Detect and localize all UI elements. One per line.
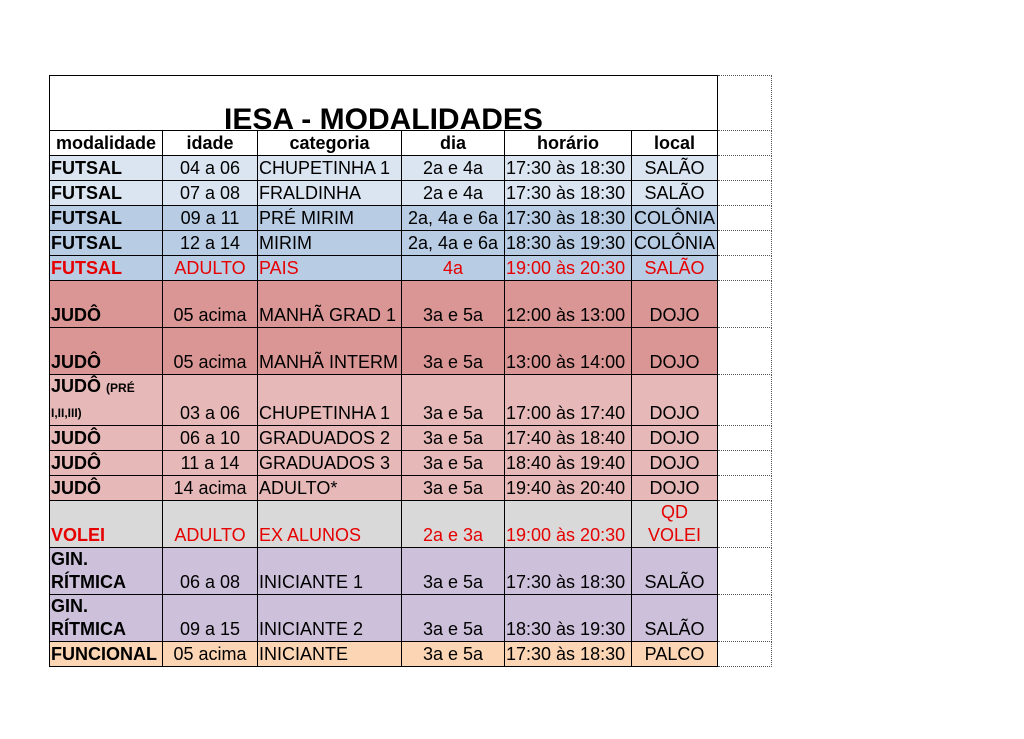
cell-categoria: INICIANTE 1 [258, 548, 402, 595]
cell-idade: 11 a 14 [163, 451, 258, 476]
cell-local: COLÔNIA [632, 206, 718, 231]
cell-modalidade: JUDÔ [50, 451, 163, 476]
empty-cell [718, 328, 772, 375]
cell-local: DOJO [632, 451, 718, 476]
empty-cell [718, 451, 772, 476]
empty-cell [718, 476, 772, 501]
cell-modalidade: FUTSAL [50, 256, 163, 281]
cell-modalidade: FUTSAL [50, 156, 163, 181]
cell-horario: 18:30 às 19:30 [505, 595, 632, 642]
table-row [50, 476, 772, 501]
cell-local: SALÃO [632, 156, 718, 181]
table-row [50, 501, 772, 548]
cell-horario: 18:30 às 19:30 [505, 231, 632, 256]
cell-modalidade: GIN. RÍTMICA [50, 548, 163, 595]
table-row [50, 328, 772, 375]
cell-idade: ADULTO [163, 501, 258, 548]
empty-cell [718, 76, 772, 131]
cell-horario: 17:40 às 18:40 [505, 426, 632, 451]
cell-dia: 3a e 5a [402, 375, 505, 426]
page-title: IESA - MODALIDADES [50, 76, 718, 131]
cell-modalidade [50, 375, 163, 426]
cell-idade: 12 a 14 [163, 231, 258, 256]
cell-categoria: EX ALUNOS [258, 501, 402, 548]
empty-cell [718, 548, 772, 595]
cell-categoria: MIRIM [258, 231, 402, 256]
cell-dia: 2a e 3a [402, 501, 505, 548]
table-row [50, 451, 772, 476]
table-row [50, 595, 772, 642]
cell-modalidade: FUTSAL [50, 231, 163, 256]
empty-cell [718, 281, 772, 328]
cell-modalidade: JUDÔ [50, 281, 163, 328]
cell-idade: 05 acima [163, 328, 258, 375]
empty-cell [718, 256, 772, 281]
cell-local: SALÃO [632, 181, 718, 206]
cell-idade: 05 acima [163, 642, 258, 667]
cell-horario: 17:00 às 17:40 [505, 375, 632, 426]
cell-categoria: ADULTO* [258, 476, 402, 501]
cell-dia: 2a e 4a [402, 156, 505, 181]
cell-idade: 14 acima [163, 476, 258, 501]
cell-dia: 3a e 5a [402, 281, 505, 328]
empty-cell [718, 156, 772, 181]
cell-modalidade: GIN. RÍTMICA [50, 595, 163, 642]
empty-cell [718, 231, 772, 256]
cell-local: SALÃO [632, 256, 718, 281]
cell-dia: 3a e 5a [402, 451, 505, 476]
cell-modalidade: FUNCIONAL [50, 642, 163, 667]
cell-dia: 2a, 4a e 6a [402, 231, 505, 256]
cell-idade: 05 acima [163, 281, 258, 328]
header-horario: horário [505, 131, 632, 156]
empty-cell [718, 595, 772, 642]
table-row [50, 642, 772, 667]
cell-horario: 19:00 às 20:30 [505, 501, 632, 548]
cell-categoria: CHUPETINHA 1 [258, 375, 402, 426]
cell-local: DOJO [632, 375, 718, 426]
cell-categoria: FRALDINHA [258, 181, 402, 206]
header-categoria: categoria [258, 131, 402, 156]
header-local: local [632, 131, 718, 156]
cell-idade: 06 a 08 [163, 548, 258, 595]
cell-dia: 3a e 5a [402, 595, 505, 642]
cell-categoria: MANHÃ INTERM [258, 328, 402, 375]
cell-horario: 13:00 às 14:00 [505, 328, 632, 375]
cell-local: DOJO [632, 281, 718, 328]
cell-local: COLÔNIA [632, 231, 718, 256]
cell-categoria: PAIS [258, 256, 402, 281]
empty-cell [718, 131, 772, 156]
cell-dia: 3a e 5a [402, 548, 505, 595]
cell-categoria: PRÉ MIRIM [258, 206, 402, 231]
cell-categoria: INICIANTE 2 [258, 595, 402, 642]
schedule-table [49, 75, 772, 667]
modalidade-note: (PRÉ I,II,III) [51, 381, 135, 420]
cell-local: DOJO [632, 328, 718, 375]
cell-modalidade: JUDÔ [50, 328, 163, 375]
cell-local: PALCO [632, 642, 718, 667]
cell-local: DOJO [632, 476, 718, 501]
cell-categoria: GRADUADOS 2 [258, 426, 402, 451]
cell-idade: 09 a 11 [163, 206, 258, 231]
header-dia: dia [402, 131, 505, 156]
empty-cell [718, 501, 772, 548]
cell-modalidade: FUTSAL [50, 206, 163, 231]
cell-horario: 18:40 às 19:40 [505, 451, 632, 476]
cell-categoria: INICIANTE [258, 642, 402, 667]
table-row [50, 231, 772, 256]
table-row [50, 156, 772, 181]
cell-modalidade: JUDÔ [50, 476, 163, 501]
header-idade: idade [163, 131, 258, 156]
empty-cell [718, 206, 772, 231]
cell-dia: 2a, 4a e 6a [402, 206, 505, 231]
cell-dia: 3a e 5a [402, 642, 505, 667]
cell-horario: 17:30 às 18:30 [505, 548, 632, 595]
cell-dia: 2a e 4a [402, 181, 505, 206]
empty-cell [718, 642, 772, 667]
cell-horario: 19:40 às 20:40 [505, 476, 632, 501]
table-row [50, 256, 772, 281]
modalidade-label: JUDÔ [51, 376, 102, 396]
table-row [50, 548, 772, 595]
cell-horario: 17:30 às 18:30 [505, 156, 632, 181]
cell-categoria: GRADUADOS 3 [258, 451, 402, 476]
empty-cell [718, 181, 772, 206]
cell-horario: 17:30 às 18:30 [505, 181, 632, 206]
cell-categoria: MANHÃ GRAD 1 [258, 281, 402, 328]
table-row [50, 281, 772, 328]
cell-idade: 06 a 10 [163, 426, 258, 451]
empty-cell [718, 426, 772, 451]
header-modalidade: modalidade [50, 131, 163, 156]
cell-idade: 09 a 15 [163, 595, 258, 642]
cell-local: SALÃO [632, 595, 718, 642]
cell-local: DOJO [632, 426, 718, 451]
empty-cell [718, 375, 772, 426]
cell-modalidade: VOLEI [50, 501, 163, 548]
cell-modalidade: FUTSAL [50, 181, 163, 206]
table-row [50, 181, 772, 206]
cell-horario: 19:00 às 20:30 [505, 256, 632, 281]
cell-idade: 04 a 06 [163, 156, 258, 181]
table-row [50, 426, 772, 451]
table-row [50, 206, 772, 231]
cell-horario: 12:00 às 13:00 [505, 281, 632, 328]
cell-dia: 4a [402, 256, 505, 281]
cell-idade: 07 a 08 [163, 181, 258, 206]
cell-horario: 17:30 às 18:30 [505, 206, 632, 231]
cell-idade: ADULTO [163, 256, 258, 281]
cell-categoria: CHUPETINHA 1 [258, 156, 402, 181]
cell-local: SALÃO [632, 548, 718, 595]
cell-local: QD VOLEI [632, 501, 718, 548]
cell-dia: 3a e 5a [402, 328, 505, 375]
cell-dia: 3a e 5a [402, 476, 505, 501]
cell-horario: 17:30 às 18:30 [505, 642, 632, 667]
cell-idade: 03 a 06 [163, 375, 258, 426]
table-row [50, 375, 772, 426]
cell-modalidade: JUDÔ [50, 426, 163, 451]
cell-dia: 3a e 5a [402, 426, 505, 451]
